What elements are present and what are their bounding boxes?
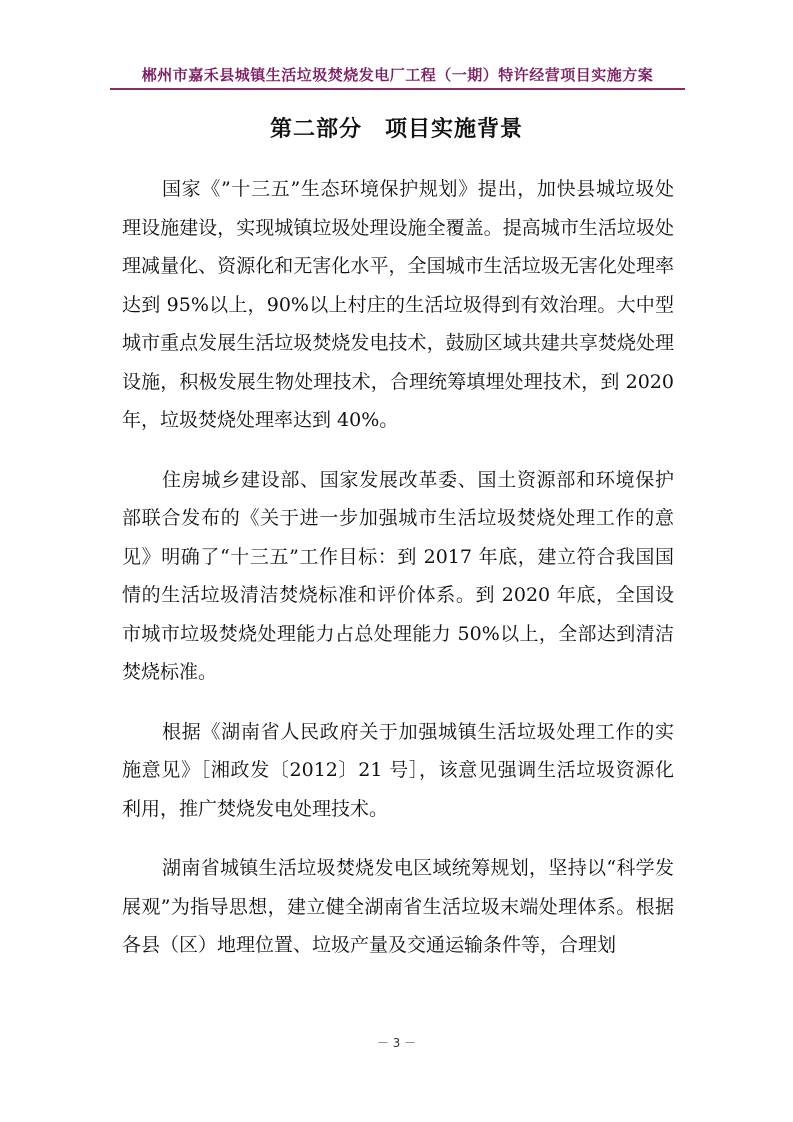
paragraph-4: 湖南省城镇生活垃圾焚烧发电区域统筹规划，坚持以“科学发展观”为指导思想，建立健全湖南省生活垃圾末端处理体系。根据各县（区）地理位置、垃圾产量及交通运输条件等，合理划 [122, 857, 674, 956]
section-title: 第二部分 项目实施背景 [269, 116, 523, 142]
paragraph-3: 根据《湖南省人民政府关于加强城镇生活垃圾处理工作的实施意见》［湘政发〔2012〕21 号］，该意见强调生活垃圾资源化利用，推广焚烧发电处理技术。 [122, 720, 674, 820]
paragraph-1: 国家《”十三五”生态环境保护规划》提出，加快县城垃圾处理设施建设，实现城镇垃圾处理设施全覆盖。提高城市生活垃圾处理减量化、资源化和无害化水平，全国城市生活垃圾无害化处理率达到 95%以上，90%以上村庄的生活垃圾得到有效治理。大中型城市重点发展生活垃圾焚烧发电技术，鼓励区域共建共享焚烧处理设施，积极发展生物处理技术，合理统筹填埋处理技术，到 2020 年，垃圾焚烧处理率达到 40%。 [122, 178, 674, 431]
paragraph-2: 住房城乡建设部、国家发展改革委、国土资源部和环境保护部联合发布的《关于进一步加强城市生活垃圾焚烧处理工作的意见》明确了“十三五”工作目标：到 2017 年底，建立符合我国国情的生活垃圾清洁焚烧标准和评价体系。到 2020 年底，全国设市城市垃圾焚烧处理能力占总处理能力 50%以上，全部达到清洁焚烧标准。 [122, 468, 674, 683]
running-header: 郴州市嘉禾县城镇生活垃圾焚烧发电厂工程（一期）特许经营项目实施方案 [110, 64, 685, 90]
page-number: － 3 － [376, 1036, 417, 1050]
body-text [122, 170, 674, 986]
